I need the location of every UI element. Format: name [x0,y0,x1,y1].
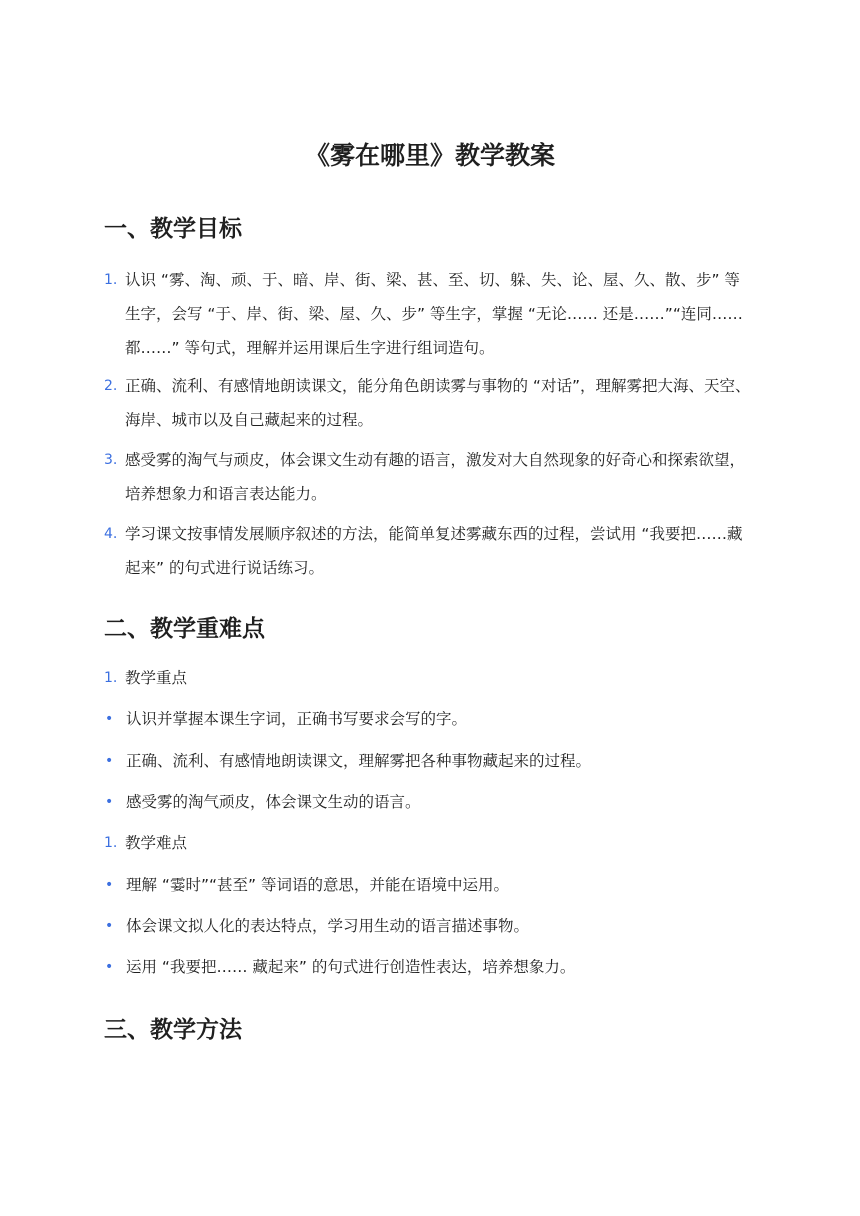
list-number: 1. [104,835,118,851]
key-point-item [104,702,754,736]
bullet-icon: • [105,918,114,934]
key-point-item [104,785,754,819]
difficult-point-item [104,950,754,984]
key-points-label [104,661,754,695]
difficult-point-item [104,868,754,902]
key-point-text: 认识并掌握本课生字词，正确书写要求会写的字。 [126,710,468,728]
list-number: 4. [104,526,118,542]
difficult-point-text: 体会课文拟人化的表达特点，学习用生动的语言描述事物。 [126,917,530,935]
subheading-text: 教学重点 [125,669,188,687]
document-title: 《雾在哪里》教学教案 [304,141,555,170]
key-point-text: 感受雾的淘气顽皮，体会课文生动的语言。 [126,793,421,811]
objective-text: 感受雾的淘气与顽皮，体会课文生动有趣的语言，激发对大自然现象的好奇心和探索欲望，培养想象力和语言表达能力。 [125,451,746,503]
objective-item-1 [104,263,754,365]
list-number: 2. [104,378,118,394]
key-point-item [104,744,754,778]
list-number: 1. [104,670,118,686]
bullet-icon: • [105,877,114,893]
difficult-point-item [104,909,754,943]
bullet-icon: • [105,959,114,975]
key-point-text: 正确、流利、有感情地朗读课文，理解雾把各种事物藏起来的过程。 [126,752,592,770]
list-number: 1. [104,272,118,288]
objective-text: 学习课文按事情发展顺序叙述的方法，能简单复述雾藏东西的过程，尝试用 “我要把……藏起来” 的句式进行说话练习。 [125,525,743,577]
section-heading-methods: 三、教学方法 [104,1017,242,1043]
difficult-point-text: 理解 “霎时”“甚至” 等词语的意思，并能在语境中运用。 [126,876,509,894]
bullet-icon: • [105,794,114,810]
section-heading-objectives: 一、教学目标 [104,216,242,242]
bullet-icon: • [105,711,114,727]
bullet-icon: • [105,753,114,769]
section-heading-key-difficult: 二、教学重难点 [104,616,265,642]
objective-item-2 [104,369,754,437]
difficult-point-text: 运用 “我要把…… 藏起来” 的句式进行创造性表达，培养想象力。 [126,958,576,976]
objective-text: 认识 “雾、淘、顽、于、暗、岸、街、梁、甚、至、切、躲、失、论、屋、久、散、步” 等生字，会写 “于、岸、街、梁、屋、久、步” 等生字，掌握 “无论…… 还是……”“连同……都……” 等句式，理解并运用课后生字进行组词造句。 [125,271,743,357]
objective-item-4 [104,517,754,585]
objective-text: 正确、流利、有感情地朗读课文，能分角色朗读雾与事物的 “对话”，理解雾把大海、天空、海岸、城市以及自己藏起来的过程。 [125,377,751,429]
difficult-points-label [104,826,754,860]
list-number: 3. [104,452,118,468]
objective-item-3 [104,443,754,511]
subheading-text: 教学难点 [125,834,188,852]
